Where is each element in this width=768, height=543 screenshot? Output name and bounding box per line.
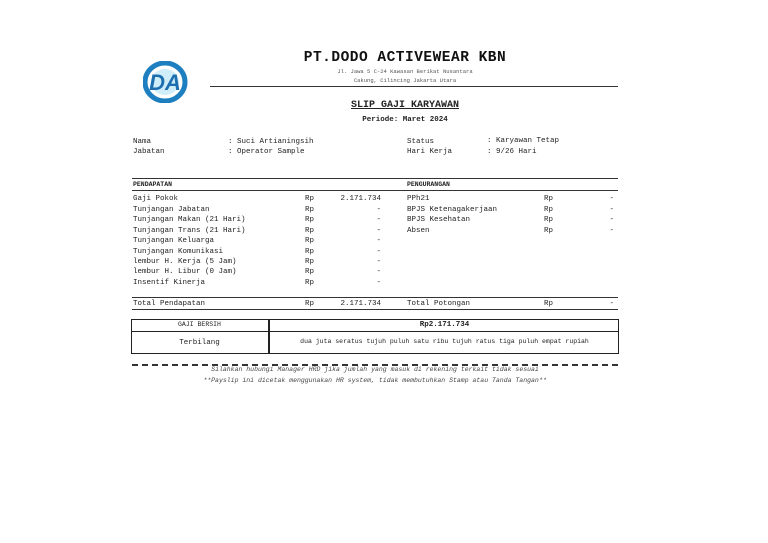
earnings-currency-8: Rp: [305, 279, 315, 287]
net-salary-divider-horizontal: [131, 331, 619, 332]
deductions-amount-3: -: [609, 227, 614, 235]
deductions-currency-3: Rp: [544, 227, 554, 235]
employee-workdays-label: Hari Kerja: [407, 148, 453, 156]
earnings-currency-1: Rp: [305, 206, 315, 214]
earnings-header: PENDAPATAN: [133, 181, 173, 188]
earnings-total-currency: Rp: [305, 300, 315, 308]
deductions-total-amount: -: [609, 300, 614, 308]
earnings-label-6: lembur H. Kerja (5 Jam): [133, 258, 237, 266]
table-top-line: [132, 178, 618, 179]
earnings-amount-3: -: [376, 227, 381, 235]
earnings-amount-7: -: [376, 268, 381, 276]
deductions-total-label: Total Potongan: [407, 300, 471, 308]
employee-status-label: Status: [407, 138, 435, 146]
totals-top-line: [132, 297, 618, 298]
employee-position-value: : Operator Sample: [228, 148, 305, 156]
deductions-label-0: PPh21: [407, 195, 430, 203]
net-salary-label: GAJI BERSIH: [178, 321, 221, 328]
earnings-currency-4: Rp: [305, 237, 315, 245]
employee-workdays-value: : 9/26 Hari: [487, 148, 537, 156]
deductions-amount-0: -: [609, 195, 614, 203]
company-address-line2: Cakung, Cilincing Jakarta Utara: [353, 77, 457, 84]
earnings-amount-1: -: [376, 206, 381, 214]
slip-title: SLIP GAJI KARYAWAN: [350, 100, 460, 111]
slip-period: Periode: Maret 2024: [362, 116, 448, 124]
earnings-label-3: Tunjangan Trans (21 Hari): [133, 227, 246, 235]
earnings-label-4: Tunjangan Keluarga: [133, 237, 215, 245]
earnings-total-amount: 2.171.734: [340, 300, 381, 308]
net-words: dua juta seratus tujuh puluh satu ribu tujuh ratus tiga puluh empat rupiah: [300, 338, 589, 345]
earnings-label-7: lembur H. Libur (0 Jam): [133, 268, 237, 276]
deductions-amount-1: -: [609, 206, 614, 214]
company-address-line1: Jl. Jawa 5 C-24 Kawasan Berikat Nusantara: [337, 68, 473, 75]
earnings-total-label: Total Pendapatan: [133, 300, 206, 308]
company-name: PT.DODO ACTIVEWEAR KBN: [303, 50, 507, 66]
earnings-amount-6: -: [376, 258, 381, 266]
net-salary-amount: Rp2.171.734: [419, 321, 470, 329]
table-header-line: [132, 190, 618, 191]
logo-text: DA: [149, 70, 181, 95]
deductions-label-2: BPJS Kesehatan: [407, 216, 471, 224]
earnings-currency-5: Rp: [305, 248, 315, 256]
earnings-label-0: Gaji Pokok: [133, 195, 179, 203]
employee-name-value: : Suci Artianingsih: [228, 138, 314, 146]
footer-note-2: **Payslip ini dicetak menggunakan HR system, tidak membutuhkan Stamp atau Tanda Tangan**: [203, 377, 547, 384]
totals-bottom-line: [132, 309, 618, 310]
deductions-amount-2: -: [609, 216, 614, 224]
employee-name-label: Nama: [133, 138, 152, 146]
footer-note-1: Silahkan hubungi Manager HRD jika jumlah yang masuk di rekening terkait tidak sesuai: [211, 366, 539, 373]
earnings-amount-8: -: [376, 279, 381, 287]
earnings-currency-2: Rp: [305, 216, 315, 224]
earnings-label-2: Tunjangan Makan (21 Hari): [133, 216, 246, 224]
earnings-amount-5: -: [376, 248, 381, 256]
earnings-currency-6: Rp: [305, 258, 315, 266]
earnings-currency-7: Rp: [305, 268, 315, 276]
earnings-amount-4: -: [376, 237, 381, 245]
earnings-label-5: Tunjangan Komunikasi: [133, 248, 224, 256]
company-logo: [143, 61, 191, 103]
deductions-currency-0: Rp: [544, 195, 554, 203]
earnings-amount-0: 2.171.734: [340, 195, 381, 203]
earnings-label-8: Insentif Kinerja: [133, 279, 206, 287]
employee-position-label: Jabatan: [133, 148, 165, 156]
earnings-label-1: Tunjangan Jabatan: [133, 206, 210, 214]
deductions-label-1: BPJS Ketenagakerjaan: [407, 206, 498, 214]
earnings-amount-2: -: [376, 216, 381, 224]
deductions-currency-1: Rp: [544, 206, 554, 214]
header-divider: [210, 86, 618, 87]
deductions-currency-2: Rp: [544, 216, 554, 224]
employee-status-value: : Karyawan Tetap: [487, 137, 560, 145]
net-words-label: Terbilang: [179, 339, 220, 347]
deductions-label-3: Absen: [407, 227, 430, 235]
deductions-header: PENGURANGAN: [407, 181, 450, 188]
earnings-currency-0: Rp: [305, 195, 315, 203]
deductions-total-currency: Rp: [544, 300, 554, 308]
earnings-currency-3: Rp: [305, 227, 315, 235]
